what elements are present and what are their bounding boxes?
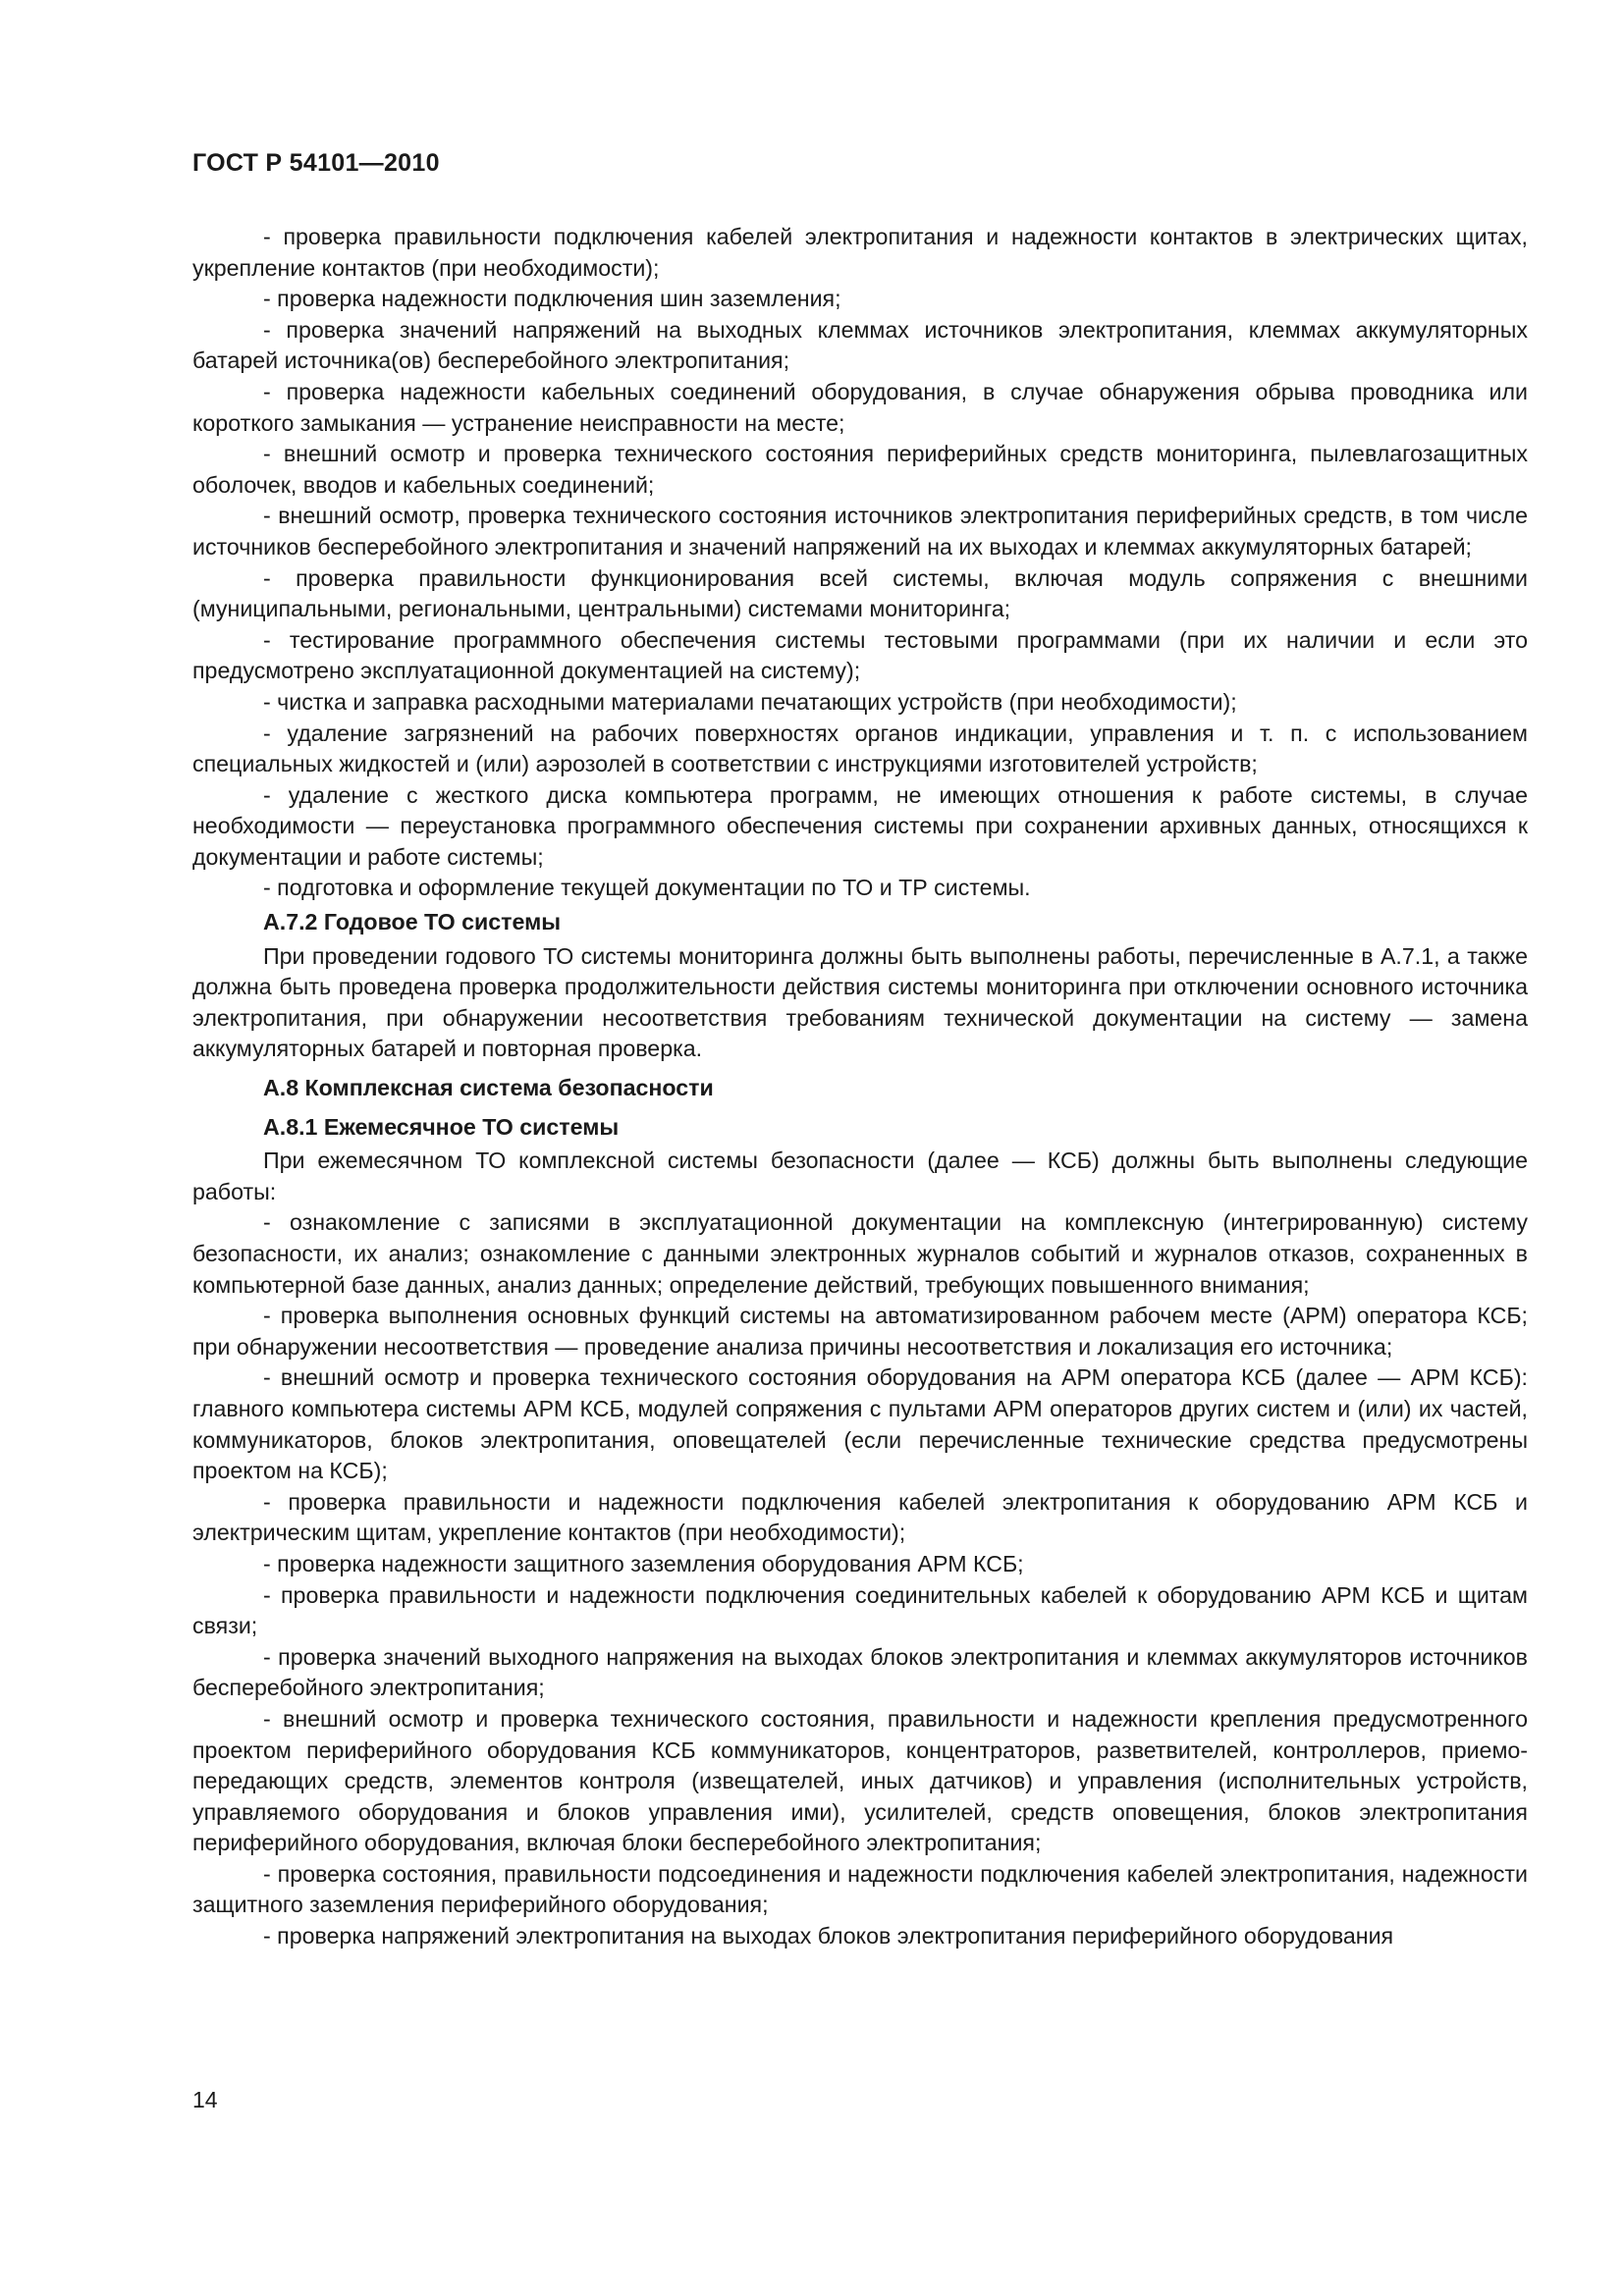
list-item: - внешний осмотр и проверка технического состояния оборудования на АРМ оператора КСБ (далее — АРМ КСБ): главного компьютера системы АРМ КСБ, модулей сопряжения с пультами АРМ операторов других систем и (или) их частей, коммуникаторов, блоков электропитания, оповещателей (если перечисленные технические средства предусмотрены проектом на КСБ); [192, 1364, 1528, 1484]
section-heading-a81: А.8.1 Ежемесячное ТО системы [263, 1113, 620, 1140]
list-item: - проверка правильности и надежности подключения кабелей электропитания к оборудованию АРМ КСБ и электрическим щитам, укрепление контактов (при необходимости); [192, 1488, 1528, 1546]
paragraph: При ежемесячном ТО комплексной системы безопасности (далее — КСБ) должны быть выполнены следующие работы: [192, 1148, 1528, 1204]
list-item: - удаление загрязнений на рабочих поверхностях органов индикации, управления и т. п. с использованием специальных жидкостей и (или) аэрозолей в соответствии с инструкциями изготовителей устройств; [192, 720, 1528, 777]
document-body [192, 222, 1528, 1952]
list-item: - ознакомление с записями в эксплуатационной документации на комплексную (интегрированную) систему безопасности, их анализ; ознакомление с данными электронных журналов событий и журналов отказов, сохраненных в компьютерной базе данных, анализ данных; определение действий, требующих повышенного внимания; [192, 1209, 1528, 1298]
list-item: - проверка состояния, правильности подсоединения и надежности подключения кабелей электропитания, надежности защитного заземления периферийного оборудования; [192, 1860, 1528, 1918]
section-heading-a8: А.8 Комплексная система безопасности [263, 1075, 714, 1101]
section-heading-a72: А.7.2 Годовое ТО системы [263, 909, 562, 935]
page-number: 14 [192, 2087, 218, 2112]
list-item: - удаление с жесткого диска компьютера программ, не имеющих отношения к работе системы, в случае необходимости — переустановка программного обеспечения системы при сохранении архивных данных, относящихся к документации и работе системы; [192, 781, 1528, 870]
list-item: - проверка правильности функционирования всей системы, включая модуль сопряжения с внешними (муниципальными, региональными, центральными) системами мониторинга; [192, 564, 1528, 622]
list-item: - проверка значений выходного напряжения на выходах блоков электропитания и клеммах аккумуляторов источников бесперебойного электропитания; [192, 1643, 1528, 1701]
list-item: - тестирование программного обеспечения системы тестовыми программами (при их наличии и если это предусмотрено эксплуатационной документацией на систему); [192, 626, 1528, 684]
list-item: - подготовка и оформление текущей документации по ТО и ТР системы. [263, 875, 1031, 901]
list-item: - чистка и заправка расходными материалами печатающих устройств (при необходимости); [263, 688, 1237, 715]
list-item: - проверка правильности подключения кабелей электропитания и надежности контактов в электрических щитах, укрепление контактов (при необходимости); [192, 224, 1528, 281]
document-standard-number: ГОСТ Р 54101—2010 [192, 149, 440, 177]
list-item: - проверка значений напряжений на выходных клеммах источников электропитания, клеммах аккумуляторных батарей источника(ов) бесперебойного электропитания; [192, 316, 1528, 374]
list-item: - проверка напряжений электропитания на выходах блоков электропитания периферийного оборудования [263, 1923, 1394, 1949]
list-item: - внешний осмотр и проверка технического состояния периферийных средств мониторинга, пылевлагозащитных оболочек, вводов и кабельных соединений; [192, 441, 1528, 498]
list-item: - проверка надежности кабельных соединений оборудования, в случае обнаружения обрыва проводника или короткого замыкания — устранение неисправности на месте; [192, 378, 1528, 436]
list-item: - внешний осмотр и проверка технического состояния, правильности и надежности крепления предусмотренного проектом периферийного оборудования КСБ коммуникаторов, концентраторов, разветвителей, контроллеров, приемо-передающих средств, элементов контроля (извещателей, иных датчиков) и управления (исполнительных устройств, управляемого оборудования и блоков управления ими), усилителей, средств оповещения, блоков электропитания периферийного оборудования, включая блоки бесперебойного электропитания; [192, 1705, 1528, 1856]
list-item: - проверка надежности подключения шин заземления; [263, 286, 841, 312]
paragraph: При проведении годового ТО системы мониторинга должны быть выполнены работы, перечисленные в А.7.1, а также должна быть проведена проверка продолжительности действия системы мониторинга при отключении основного источника электропитания, при обнаружении несоответствия требованиям технической документации на систему — замена аккумуляторных батарей и повторная проверка. [192, 942, 1528, 1062]
list-item: - проверка правильности и надежности подключения соединительных кабелей к оборудованию АРМ КСБ и щитам связи; [192, 1581, 1528, 1639]
list-item: - внешний осмотр, проверка технического состояния источников электропитания периферийных средств, в том числе источников бесперебойного электропитания и значений напряжений на их выходах и клеммах аккумуляторных батарей; [192, 503, 1528, 560]
list-item: - проверка надежности защитного заземления оборудования АРМ КСБ; [263, 1550, 1024, 1576]
list-item: - проверка выполнения основных функций системы на автоматизированном рабочем месте (АРМ) оператора КСБ; при обнаружении несоответствия — проведение анализа причины несоответствия и локализация его источника; [192, 1303, 1528, 1360]
